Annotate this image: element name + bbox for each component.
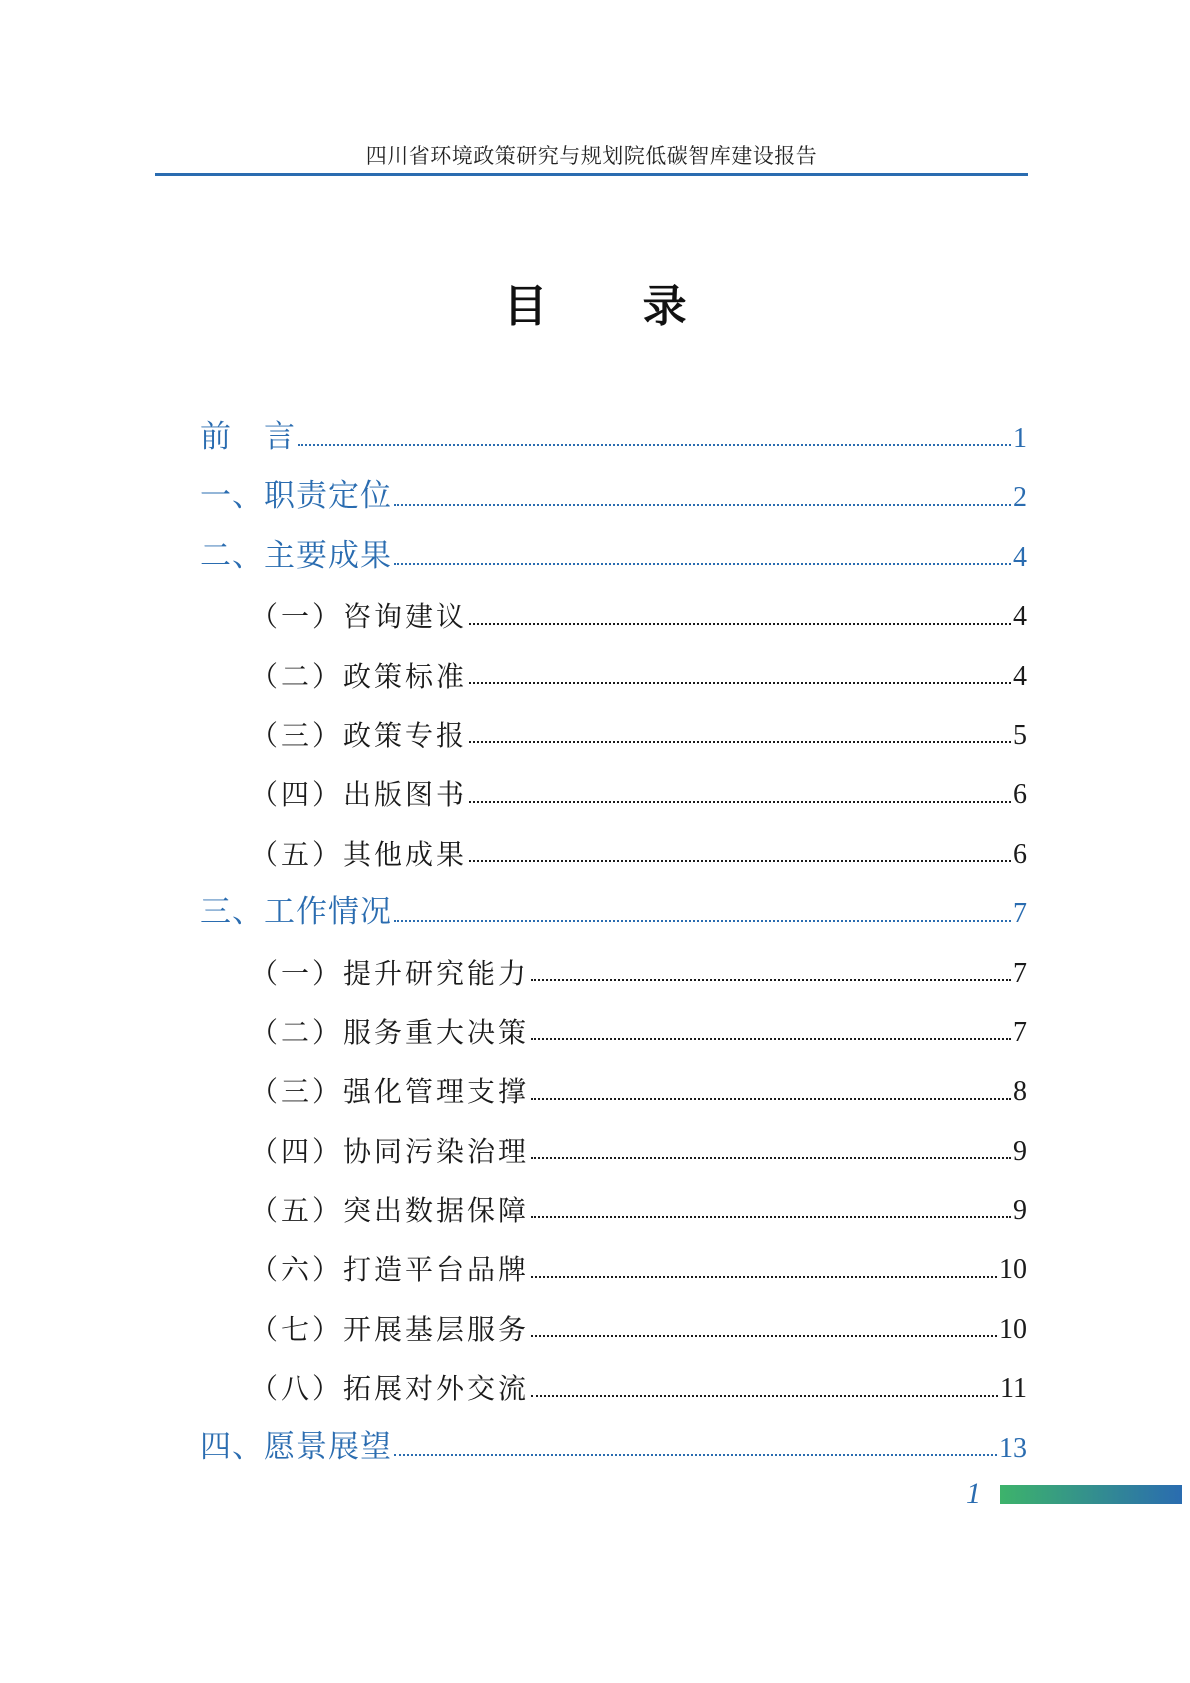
toc-dot-leader [469, 860, 1011, 862]
toc-dot-leader [394, 504, 1011, 506]
toc-dot-leader [531, 1216, 1011, 1218]
toc-dot-leader [531, 979, 1011, 981]
footer-gradient-bar [1000, 1485, 1182, 1504]
toc-entry-page: 8 [1013, 1076, 1027, 1108]
toc-entry-page: 10 [999, 1254, 1027, 1286]
toc-entry-label: 四、愿景展望 [200, 1428, 392, 1465]
toc-section-entry[interactable] [200, 933, 1027, 992]
toc-entry-page: 5 [1013, 719, 1027, 751]
toc-dot-leader [394, 1454, 997, 1456]
toc-entry-page: 13 [999, 1432, 1027, 1464]
header-divider [155, 173, 1028, 176]
toc-entry-label: 一、职责定位 [200, 478, 392, 515]
toc-entry-page: 7 [1013, 957, 1027, 989]
toc-dot-leader [531, 1335, 997, 1337]
toc-entry-page: 9 [1013, 1135, 1027, 1167]
toc-section-entry[interactable] [200, 576, 1027, 635]
page-number: 1 [966, 1477, 981, 1510]
toc-entry-label: （五）突出数据保障 [250, 1194, 530, 1228]
toc-dot-leader [394, 563, 1011, 565]
toc-entry-label: （三）强化管理支撑 [250, 1075, 530, 1109]
toc-dot-leader [531, 1276, 997, 1278]
toc-section-entry[interactable] [200, 814, 1027, 873]
toc-entry-page: 4 [1013, 601, 1027, 633]
toc-section-entry[interactable] [200, 1348, 1027, 1407]
toc-section-entry[interactable] [200, 1111, 1027, 1170]
table-of-contents [200, 398, 1027, 1467]
toc-section-entry[interactable] [200, 1170, 1027, 1229]
toc-dot-leader [469, 682, 1011, 684]
toc-section-entry[interactable] [200, 992, 1027, 1051]
toc-dot-leader [531, 1098, 1011, 1100]
toc-entry-label: 前 言 [200, 419, 296, 456]
toc-entry-label: （六）打造平台品牌 [250, 1253, 530, 1287]
toc-section-entry[interactable] [200, 1051, 1027, 1110]
toc-entry-page: 10 [999, 1313, 1027, 1345]
toc-section-entry[interactable] [200, 1289, 1027, 1348]
toc-chapter-entry[interactable] [200, 517, 1027, 576]
toc-dot-leader [469, 623, 1011, 625]
toc-entry-page: 9 [1013, 1195, 1027, 1227]
toc-dot-leader [469, 741, 1011, 743]
toc-entry-page: 1 [1013, 423, 1027, 454]
toc-dot-leader [531, 1157, 1011, 1159]
toc-entry-label: （四）协同污染治理 [250, 1134, 530, 1168]
toc-chapter-entry[interactable] [200, 398, 1027, 457]
toc-entry-label: （一）提升研究能力 [250, 956, 530, 990]
toc-entry-label: （八）拓展对外交流 [250, 1372, 530, 1406]
toc-section-entry[interactable] [200, 636, 1027, 695]
toc-entry-label: （一）咨询建议 [250, 600, 468, 634]
toc-dot-leader [394, 920, 1011, 922]
toc-entry-label: （五）其他成果 [250, 837, 468, 871]
toc-dot-leader [531, 1038, 1011, 1040]
toc-chapter-entry[interactable] [200, 873, 1027, 932]
page-title: 目 录 [503, 281, 727, 332]
toc-entry-page: 6 [1013, 838, 1027, 870]
toc-entry-label: （四）出版图书 [250, 778, 468, 812]
toc-dot-leader [298, 444, 1011, 446]
toc-chapter-entry[interactable] [200, 1408, 1027, 1467]
toc-entry-page: 7 [1013, 898, 1027, 930]
toc-entry-label: （三）政策专报 [250, 718, 468, 752]
toc-section-entry[interactable] [200, 754, 1027, 813]
toc-entry-page: 4 [1013, 660, 1027, 692]
toc-section-entry[interactable] [200, 695, 1027, 754]
toc-entry-label: 二、主要成果 [200, 537, 392, 574]
toc-entry-label: （二）服务重大决策 [250, 1015, 530, 1049]
toc-chapter-entry[interactable] [200, 457, 1027, 516]
toc-entry-page: 2 [1013, 482, 1027, 514]
toc-dot-leader [469, 801, 1011, 803]
toc-entry-page: 4 [1013, 541, 1027, 573]
toc-entry-page: 11 [1000, 1373, 1027, 1405]
toc-entry-label: 三、工作情况 [200, 894, 392, 931]
toc-dot-leader [531, 1395, 998, 1397]
toc-entry-page: 6 [1013, 779, 1027, 811]
toc-section-entry[interactable] [200, 1229, 1027, 1288]
toc-entry-label: （二）政策标准 [250, 659, 468, 693]
toc-entry-label: （七）开展基层服务 [250, 1312, 530, 1346]
running-header-title: 四川省环境政策研究与规划院低碳智库建设报告 [365, 144, 818, 168]
toc-entry-page: 7 [1013, 1016, 1027, 1048]
